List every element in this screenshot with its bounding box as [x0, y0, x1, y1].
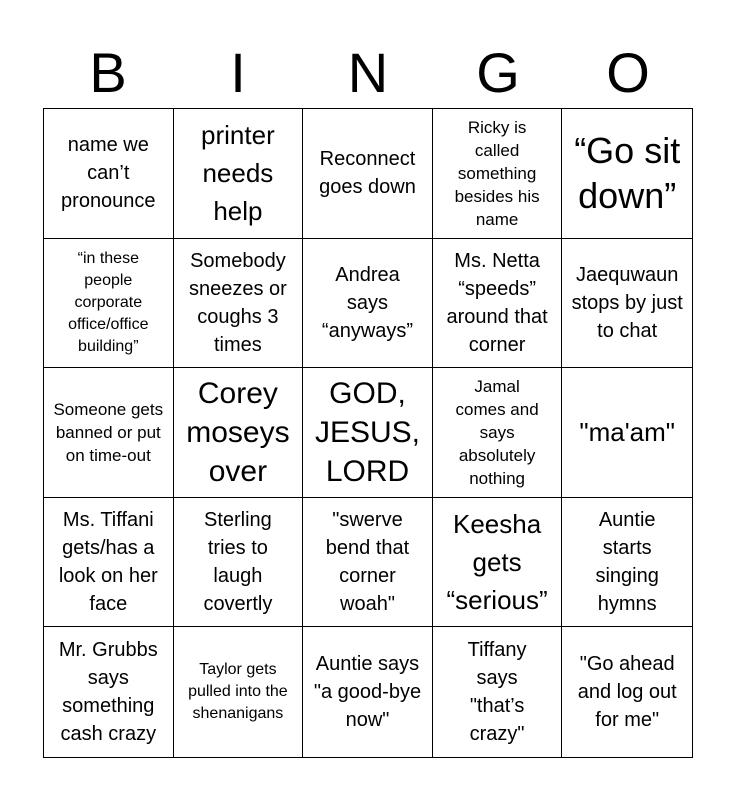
bingo-cell[interactable]: [562, 627, 692, 757]
cell-text: Reconnect goes down: [319, 148, 416, 199]
cell-text: Mr. Grubbs says something cash crazy: [58, 639, 158, 746]
bingo-cell[interactable]: [562, 368, 692, 498]
bingo-header: [43, 38, 693, 108]
bingo-cell[interactable]: [303, 368, 433, 498]
cell-text: printer needs help: [201, 120, 275, 227]
cell-text: "Go ahead and log out for me": [577, 653, 677, 732]
bingo-cell[interactable]: [303, 109, 433, 239]
cell-text: Jamal comes and says absolutely nothing: [455, 376, 539, 488]
cell-text: Ms. Tiffani gets/has a look on her face: [58, 509, 158, 616]
bingo-cell[interactable]: [433, 368, 563, 498]
bingo-cell[interactable]: [44, 498, 174, 628]
bingo-cell[interactable]: [562, 498, 692, 628]
cell-text: Somebody sneezes or coughs 3 times: [188, 249, 287, 356]
bingo-cell[interactable]: [433, 239, 563, 369]
bingo-cell[interactable]: [433, 109, 563, 239]
cell-text: GOD, JESUS, LORD: [314, 376, 420, 488]
bingo-cell[interactable]: [174, 109, 304, 239]
header-letter-o: O: [606, 41, 650, 104]
cell-text: Tiffany says "that’s crazy": [467, 639, 527, 746]
bingo-cell[interactable]: [174, 239, 304, 369]
bingo-cell[interactable]: [44, 368, 174, 498]
cell-text: Someone gets banned or put on time-out: [53, 399, 164, 465]
bingo-cell[interactable]: [44, 239, 174, 369]
cell-text: Sterling tries to laugh covertly: [203, 509, 273, 616]
header-letter-n: N: [347, 41, 389, 104]
bingo-cell[interactable]: [562, 109, 692, 239]
header-letter-i: I: [230, 41, 246, 104]
cell-text: Auntie says "a good-bye now": [313, 653, 422, 732]
cell-text: Ricky is called something besides his name: [454, 117, 540, 229]
bingo-cell[interactable]: [174, 627, 304, 757]
cell-text: Corey moseys over: [186, 376, 290, 488]
cell-text: Andrea says “anyways”: [321, 263, 414, 342]
bingo-cell[interactable]: [303, 498, 433, 628]
cell-text: name we can’t pronounce: [61, 134, 156, 213]
cell-text: “Go sit down”: [574, 130, 681, 217]
bingo-cell[interactable]: [562, 239, 692, 369]
bingo-board: [43, 108, 693, 758]
cell-text: Auntie starts singing hymns: [595, 509, 659, 616]
bingo-cell[interactable]: [433, 627, 563, 757]
bingo-cell[interactable]: [44, 109, 174, 239]
bingo-cell[interactable]: [303, 239, 433, 369]
header-letter-g: G: [476, 41, 520, 104]
cell-text: "swerve bend that corner woah": [325, 509, 410, 616]
bingo-cell[interactable]: [44, 627, 174, 757]
cell-text: Ms. Netta “speeds” around that corner: [446, 249, 548, 356]
cell-text: Keesha gets “serious”: [446, 509, 548, 616]
bingo-cell[interactable]: [174, 498, 304, 628]
cell-text: Jaequwaun stops by just to chat: [571, 263, 683, 342]
bingo-cell[interactable]: [303, 627, 433, 757]
bingo-cell[interactable]: [433, 498, 563, 628]
header-letter-b: B: [89, 41, 127, 104]
cell-text: “in these people corporate office/office building”: [68, 249, 149, 355]
cell-text: Taylor gets pulled into the shenanigans: [188, 661, 288, 723]
cell-text: "ma'am": [579, 417, 676, 448]
bingo-cell[interactable]: [174, 368, 304, 498]
